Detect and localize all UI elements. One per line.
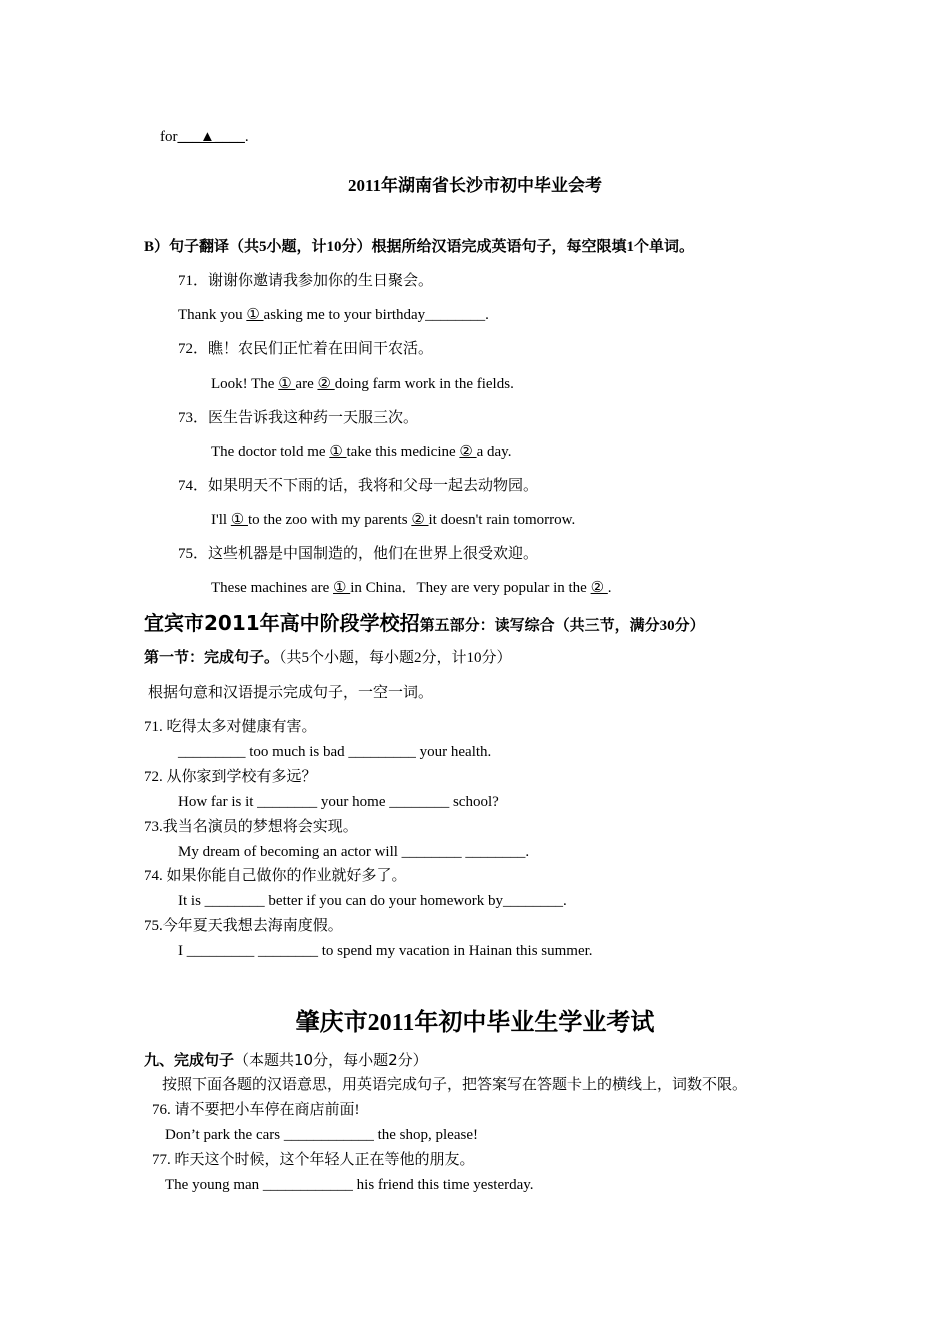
q75-chinese: 75．这些机器是中国制造的，他们在世界上很受欢迎。	[178, 546, 539, 562]
section-label: 九、完成句子	[144, 1051, 235, 1069]
section-label: 第一节：完成句子。	[144, 650, 280, 666]
yibin-section-heading	[144, 648, 512, 668]
text-fragment: These machines are	[211, 580, 330, 596]
yibin-title	[144, 610, 705, 639]
blank-1: ①	[333, 580, 351, 596]
yibin-q75-chinese: 75.今年夏天我想去海南度假。	[144, 918, 343, 934]
q73-english	[211, 442, 511, 462]
yibin-title-part: 第五部分：读写综合（共三节，满分30分）	[419, 618, 705, 634]
blank-1: ①	[230, 512, 248, 528]
text-fragment: a day.	[476, 444, 512, 460]
blank-2: ②	[317, 376, 335, 392]
text-fragment: are	[295, 376, 314, 392]
blank-1: ①	[246, 307, 264, 323]
text-fragment: .	[244, 129, 249, 145]
zhaoqing-q76-english: Don’t park the cars ____________ the shop, please!	[165, 1127, 478, 1143]
text-fragment: I'll	[211, 512, 228, 528]
text-fragment: .	[607, 580, 612, 596]
yibin-q72-chinese: 72. 从你家到学校有多远？	[144, 769, 317, 785]
q71-english	[178, 305, 489, 325]
blank-1: ①	[329, 444, 347, 460]
yibin-q73-chinese: 73.我当名演员的梦想将会实现。	[144, 819, 358, 835]
yibin-q74-english: It is ________ better if you can do your homework by________.	[178, 893, 567, 909]
section-note: （本题共10分，每小题2分）	[234, 1051, 428, 1069]
continued-line	[160, 127, 249, 147]
q72-english	[211, 374, 514, 394]
yibin-q73-english: My dream of becoming an actor will ________ ________.	[178, 844, 530, 860]
text-fragment: The doctor told me	[211, 444, 326, 460]
yibin-q74-chinese: 74. 如果你能自己做你的作业就好多了。	[144, 868, 407, 884]
text-fragment: Thank you	[178, 307, 243, 323]
yibin-q71-english: _________ too much is bad _________ your health.	[178, 744, 492, 760]
text-fragment: take this medicine	[346, 444, 456, 460]
section-note: （共5个小题，每小题2分，计10分）	[279, 650, 512, 666]
yibin-q71-chinese: 71. 吃得太多对健康有害。	[144, 719, 317, 735]
blank-2: ②	[411, 512, 429, 528]
text-fragment: it doesn't rain tomorrow.	[428, 512, 576, 528]
zhaoqing-q76-chinese: 76. 请不要把小车停在商店前面!	[152, 1102, 360, 1118]
q74-chinese: 74．如果明天不下雨的话，我将和父母一起去动物园。	[178, 478, 539, 494]
yibin-instruction: 根据句意和汉语提示完成句子，一空一词。	[148, 685, 434, 701]
text-fragment: Look! The	[211, 376, 275, 392]
zhaoqing-q77-chinese: 77. 昨天这个时候，这个年轻人正在等他的朋友。	[152, 1152, 475, 1168]
zhaoqing-section-heading	[144, 1050, 428, 1070]
yibin-q75-english: I _________ ________ to spend my vacation in Hainan this summer.	[178, 943, 593, 959]
zhaoqing-title: 肇庆市2011年初中毕业生学业考试	[295, 1010, 655, 1036]
q73-chinese: 73．医生告诉我这种药一天服三次。	[178, 410, 419, 426]
changsha-instruction: B）句子翻译（共5小题，计10分）根据所给汉语完成英语句子，每空限填1个单词。	[144, 239, 695, 255]
blank-2: ②	[459, 444, 477, 460]
q74-english	[211, 510, 575, 530]
q71-chinese: 71．谢谢你邀请我参加你的生日聚会。	[178, 273, 434, 289]
text-fragment: asking me to your birthday________.	[263, 307, 489, 323]
text-fragment: in China．They are very popular in the	[350, 580, 587, 596]
changsha-title: 2011年湖南省长沙市初中毕业会考	[347, 176, 603, 195]
yibin-q72-english: How far is it ________ your home ________ school?	[178, 794, 499, 810]
text-fragment: doing farm work in the fields.	[334, 376, 514, 392]
zhaoqing-instruction: 按照下面各题的汉语意思，用英语完成句子，把答案写在答题卡上的横线上，词数不限。	[162, 1077, 748, 1093]
text-fragment: for	[160, 129, 178, 145]
answer-blank: ___▲____	[177, 129, 245, 145]
blank-1: ①	[278, 376, 296, 392]
yibin-title-main: 宜宾市2011年高中阶段学校招	[144, 611, 420, 635]
blank-2: ②	[590, 580, 608, 596]
q72-chinese: 72．瞧！农民们正忙着在田间干农活。	[178, 341, 434, 357]
q75-english	[211, 578, 612, 598]
zhaoqing-q77-english: The young man ____________ his friend this time yesterday.	[165, 1177, 534, 1193]
text-fragment: to the zoo with my parents	[248, 512, 408, 528]
